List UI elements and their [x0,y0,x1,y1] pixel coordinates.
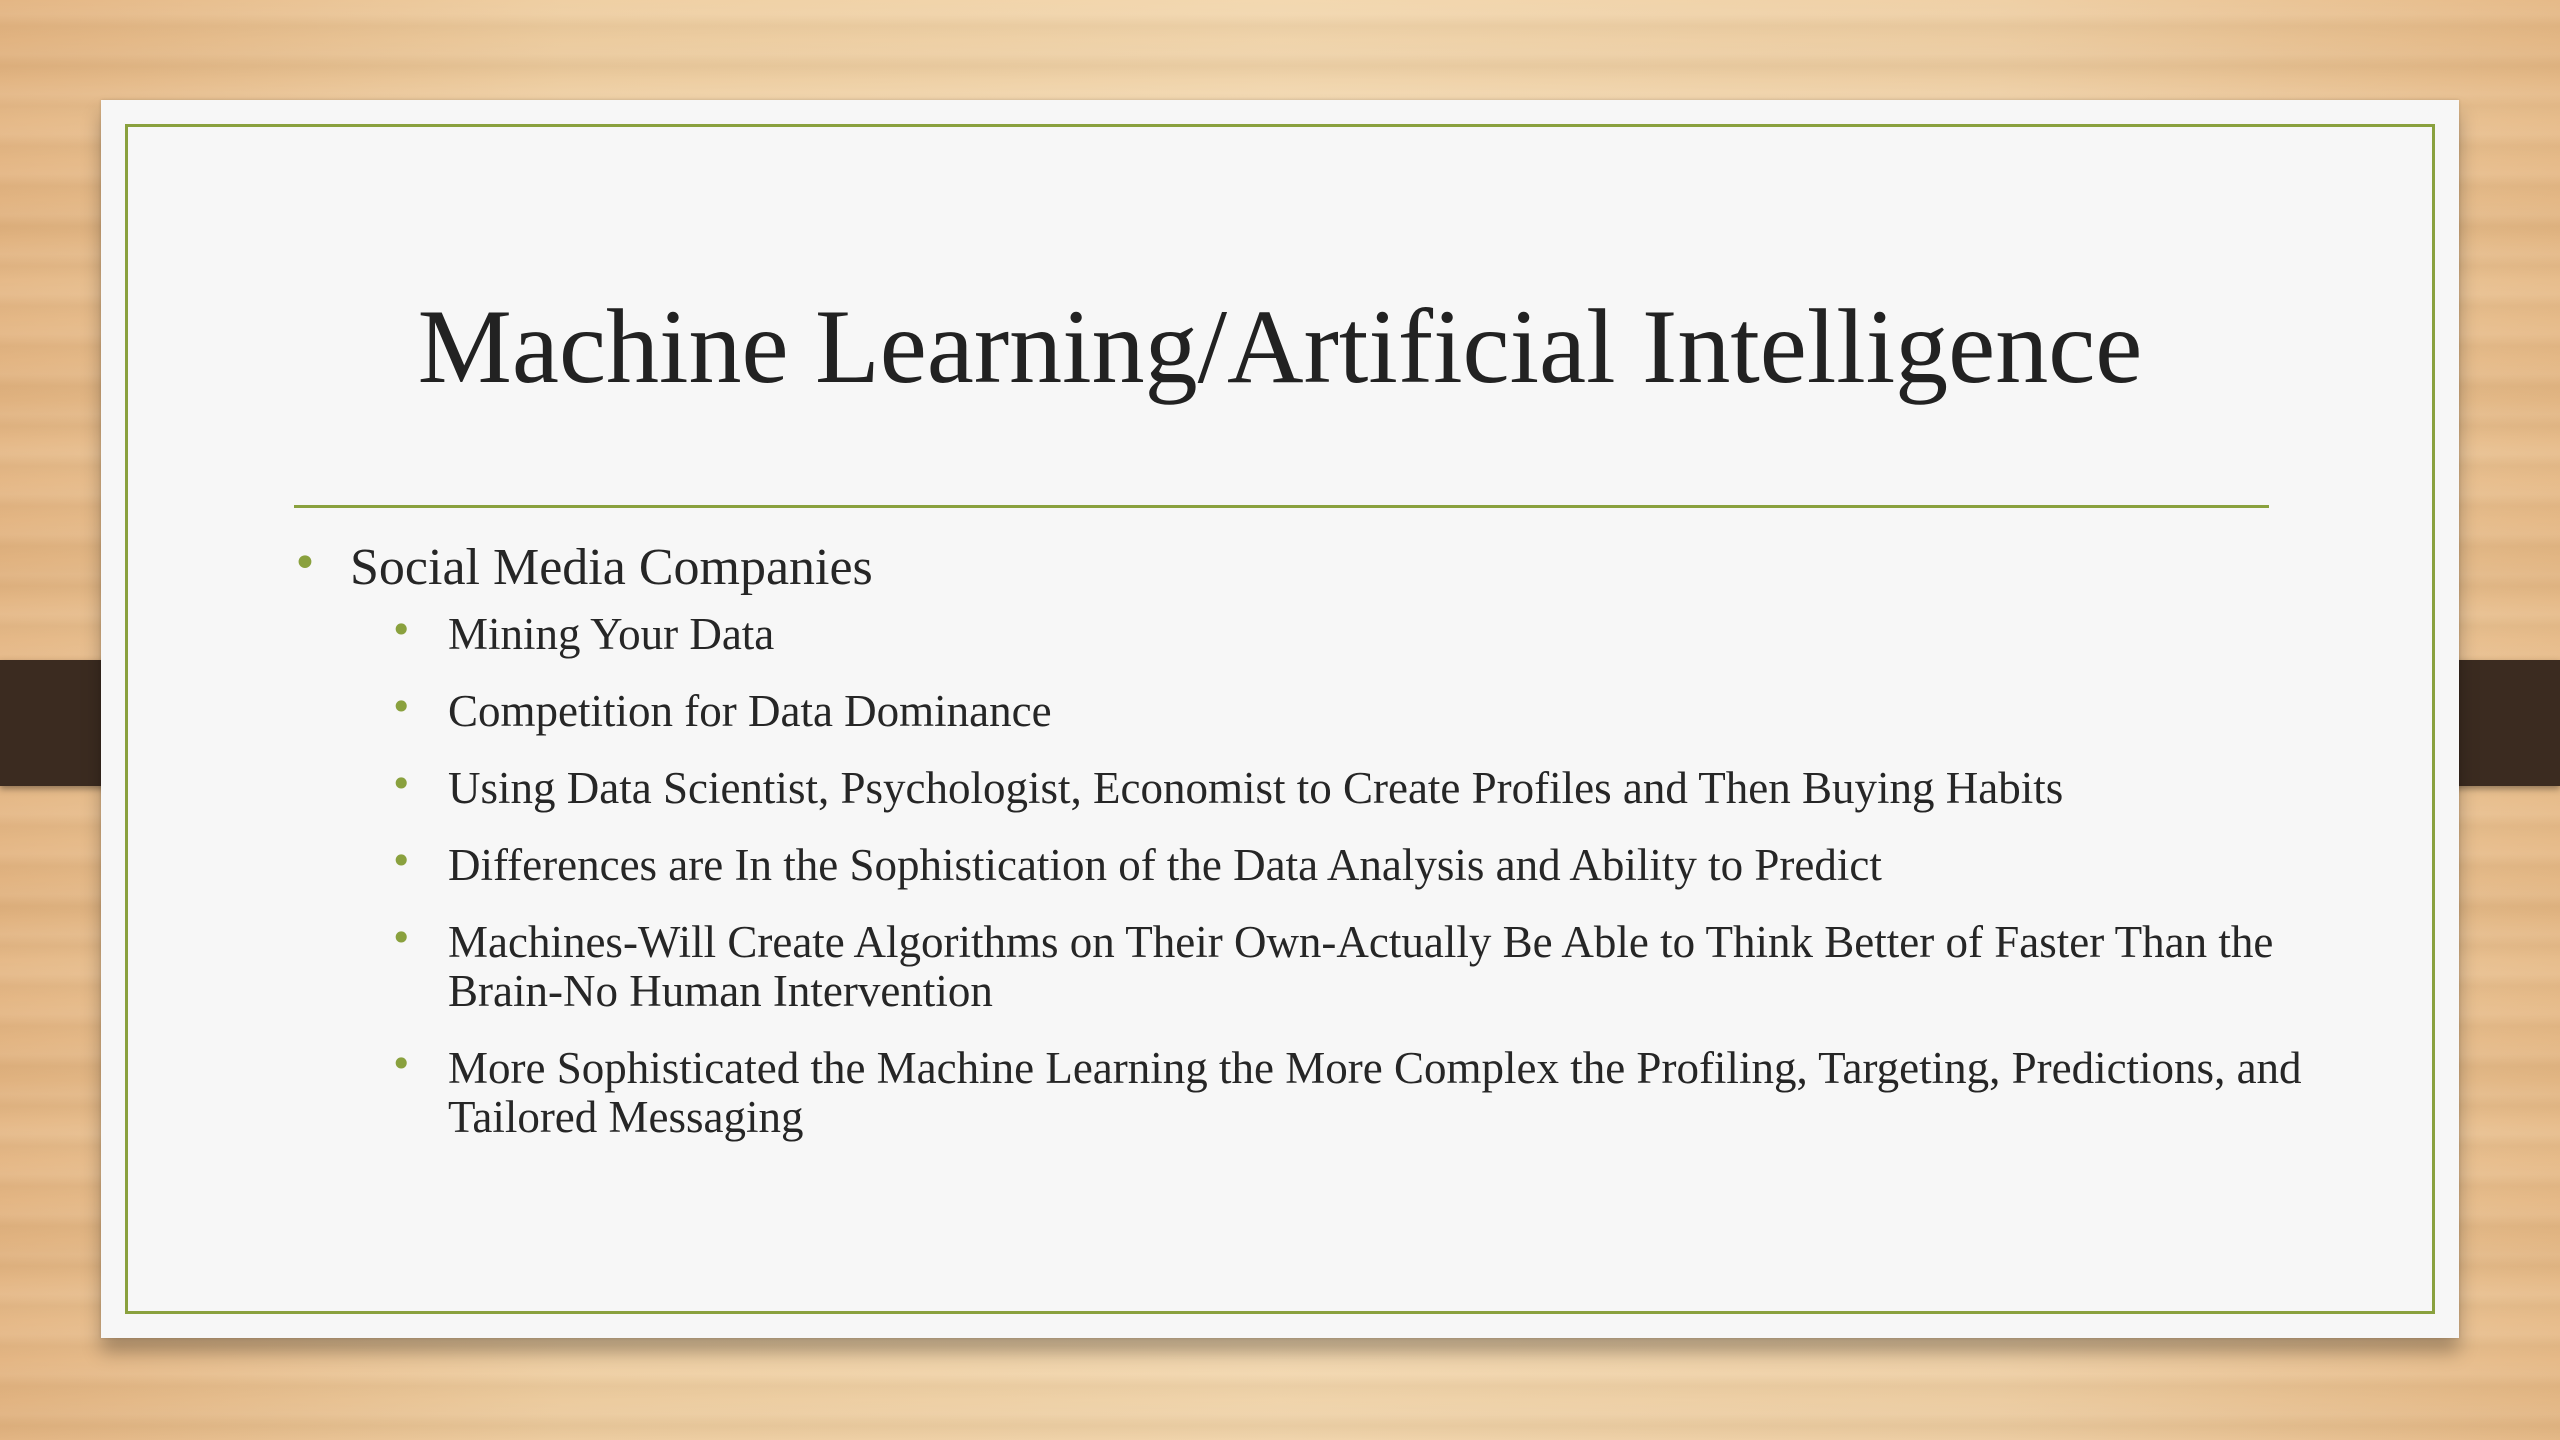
bullet-dot-icon: • [390,608,413,652]
bullet-text: Social Media Companies [350,539,873,596]
title-divider [294,505,2269,508]
sub-bullet-data-scientists [390,764,2372,813]
sub-bullet-machines-algorithms [390,918,2372,1016]
sub-bullet-mining-data [390,610,2372,659]
sub-bullet-text: Differences are In the Sophistication of the Data Analysis and Ability to Predict [448,840,1882,890]
sub-bullet-text: Competition for Data Dominance [448,686,1052,736]
sub-bullet-competition [390,687,2372,736]
sub-bullet-text: Mining Your Data [448,609,775,659]
sub-bullet-text: Machines-Will Create Algorithms on Their Own-Actually Be Able to Think Better of Faster Than the Brain-No Human Intervention [448,917,2274,1016]
sub-bullet-text: More Sophisticated the Machine Learning the More Complex the Profiling, Targeting, Predictions, and Tailored Messaging [448,1043,2302,1142]
bullet-dot-icon: • [292,538,318,589]
bullet-dot-icon: • [390,762,413,806]
bullet-dot-icon: • [390,916,413,960]
bullet-dot-icon: • [390,685,413,729]
sub-bullet-sophisticated-learning [390,1044,2372,1142]
bullet-dot-icon: • [390,1042,413,1086]
bullet-list [292,536,2372,1170]
slide [101,100,2459,1338]
bullet-social-media-companies [292,536,2372,600]
sub-bullet-text: Using Data Scientist, Psychologist, Economist to Create Profiles and Then Buying Habits [448,763,2064,813]
slide-title: Machine Learning/Artificial Intelligence [417,288,2143,405]
bullet-dot-icon: • [390,839,413,883]
sub-bullet-differences [390,841,2372,890]
